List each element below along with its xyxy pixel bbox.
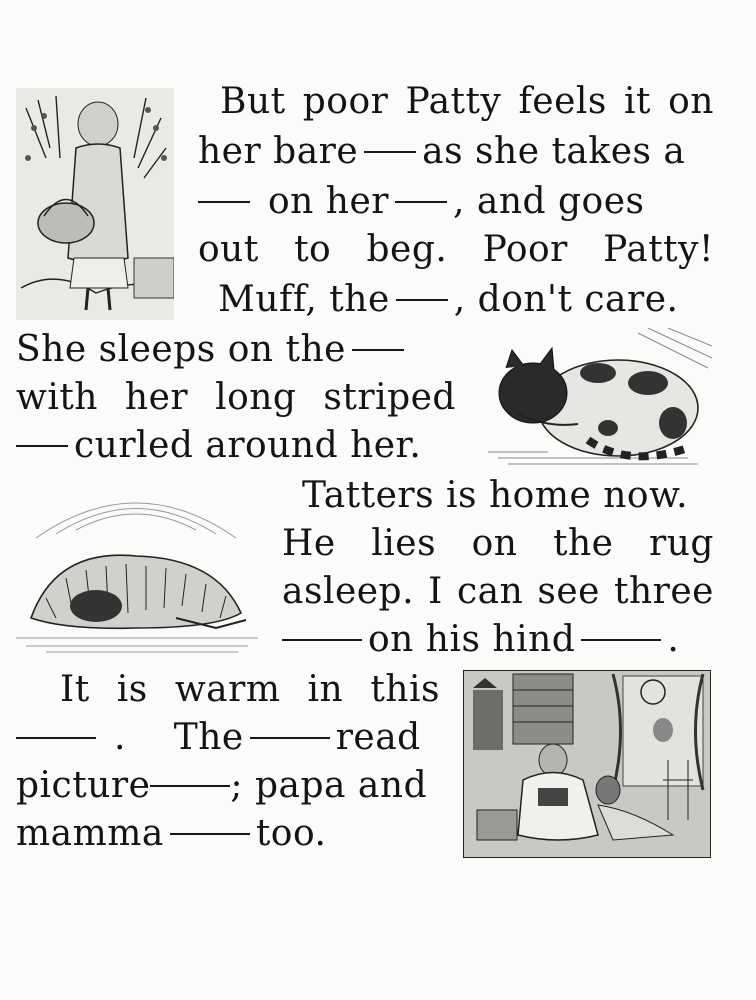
text-line-15	[16, 764, 446, 808]
text-line-6	[16, 328, 466, 372]
line-text: , don't care.	[453, 279, 679, 320]
line-text: as she takes a	[422, 131, 686, 172]
text-line-1	[220, 80, 714, 124]
line-text: her bare	[198, 131, 359, 172]
text-line-5	[218, 278, 714, 322]
blank-underline	[16, 445, 68, 447]
blank-underline	[16, 737, 96, 739]
word: But	[220, 81, 286, 122]
word: warm	[174, 669, 281, 710]
word: see	[537, 571, 600, 612]
blank-underline	[198, 201, 250, 203]
word: mamma	[16, 813, 164, 854]
blank-underline	[170, 833, 250, 835]
line-text: curled around her.	[74, 425, 422, 466]
text-line-11	[282, 570, 714, 614]
blank-underline	[396, 299, 448, 301]
word: rug	[649, 523, 714, 564]
line-text: ; papa and	[230, 765, 428, 806]
word: three	[614, 571, 714, 612]
line-text: picture	[16, 765, 151, 806]
word: striped	[323, 377, 456, 418]
word: her	[124, 377, 189, 418]
word: It	[60, 669, 90, 710]
word: is	[116, 669, 148, 710]
word: to	[294, 229, 332, 270]
word: beg.	[366, 229, 448, 270]
blank-underline	[282, 639, 362, 641]
word: long	[215, 377, 297, 418]
word: the	[285, 329, 346, 370]
word: on	[227, 329, 274, 370]
word: He	[282, 523, 336, 564]
text-line-2	[198, 130, 714, 174]
word: too.	[255, 813, 327, 854]
text-line-3	[198, 180, 714, 224]
line-text: .	[113, 717, 126, 758]
word: it	[623, 81, 651, 122]
line-text: .	[667, 619, 680, 660]
sleeping-dog-illustration	[16, 478, 258, 658]
line-text: , and goes	[452, 181, 645, 222]
blank-underline	[395, 201, 447, 203]
girl-with-basket-illustration	[16, 88, 174, 320]
word: read	[335, 717, 421, 758]
blank-underline	[352, 349, 404, 351]
blank-underline	[581, 639, 661, 641]
word: feels	[518, 81, 607, 122]
word: this	[370, 669, 440, 710]
sleeping-cat-illustration	[488, 328, 712, 470]
text-line-4	[198, 228, 714, 272]
word: sleeps	[98, 329, 216, 370]
line-text: on her	[267, 181, 389, 222]
text-line-14	[16, 716, 446, 760]
word: asleep.	[282, 571, 415, 612]
text-line-16	[16, 812, 446, 856]
blank-underline	[250, 737, 330, 739]
word: The	[173, 717, 244, 758]
word: Patty	[405, 81, 502, 122]
blank-underline	[364, 151, 416, 153]
word: Poor	[482, 229, 568, 270]
word: on	[668, 81, 714, 122]
blank-underline	[150, 785, 230, 787]
word: Patty!	[603, 229, 714, 270]
family-reading-room-illustration	[463, 670, 711, 858]
line-text: Muff, the	[218, 279, 390, 320]
word: with	[16, 377, 98, 418]
word: poor	[302, 81, 389, 122]
word: She	[16, 329, 87, 370]
word: in	[307, 669, 344, 710]
word: I	[428, 571, 443, 612]
word: on	[471, 523, 518, 564]
text-line-10	[282, 522, 714, 566]
word: out	[198, 229, 259, 270]
text-line-8	[16, 424, 466, 468]
text-line-7	[16, 376, 456, 420]
word: lies	[371, 523, 437, 564]
line-text: Tatters is home now.	[302, 475, 689, 516]
word: the	[553, 523, 614, 564]
text-line-9	[302, 474, 714, 518]
text-line-12	[282, 618, 714, 662]
word: can	[456, 571, 524, 612]
line-text: on his hind	[368, 619, 576, 660]
text-line-13	[60, 668, 440, 712]
